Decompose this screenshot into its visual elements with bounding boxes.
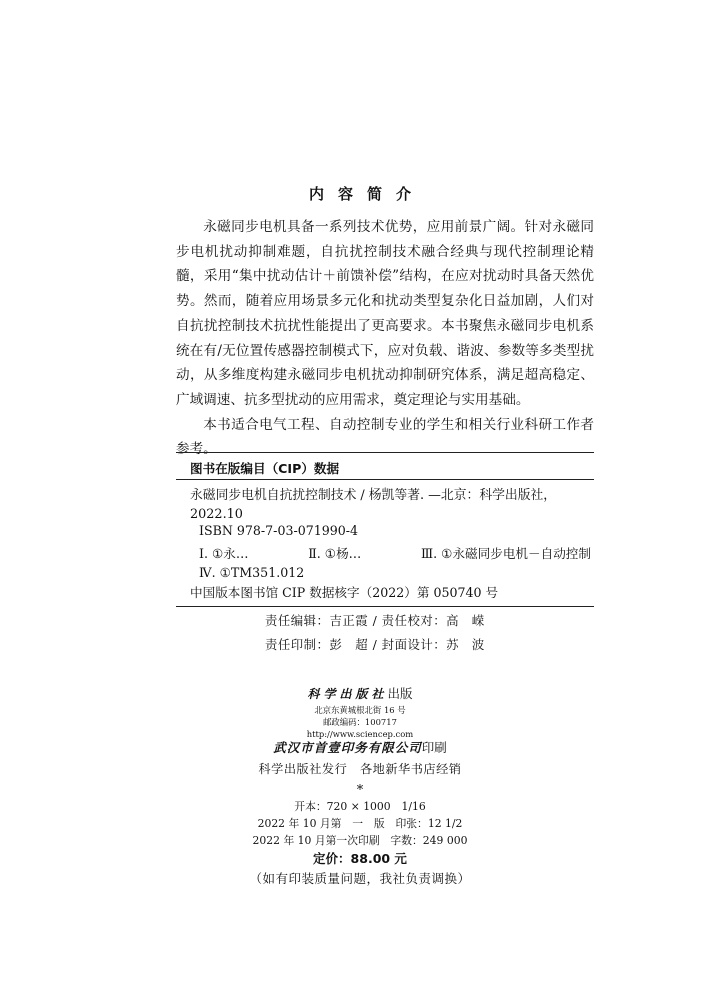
publisher-postcode: 邮政编码：100717 [323, 717, 397, 727]
intro-paragraph-1: 永磁同步电机具备一系列技术优势，应用前景广阔。针对永磁同步电机扰动抑制难题，自抗扰控制技术融合经典与现代控制理论精髓，采用“集中扰动估计＋前馈补偿”结构，在应对扰动时具备天然优势。然而，随着应用场景多元化和扰动类型复杂化日益加剧，人们对自抗扰控制技术抗扰性能提出了更高要求。本书聚焦永磁同步电机系统在有/无位置传感器控制模式下，应对负载、谐波、参数等多类型扰动，从多维度构建永磁同步电机扰动抑制研究体系，满足超高稳定、广域调速、抗多型扰动的应用需求，奠定理论与实用基础。 [176, 219, 594, 408]
publisher-suffix: 出版 [387, 686, 413, 701]
cip-heading-rule [176, 479, 594, 480]
publisher-address: 北京东黄城根北街 16 号 [314, 705, 406, 715]
format-line: 开本：720 × 1000 1/16 [294, 800, 426, 813]
separator-star: * [356, 783, 364, 798]
intro-paragraph-2: 本书适合电气工程、自动控制专业的学生和相关行业科研工作者参考。 [176, 416, 594, 458]
cip-bottom-rule [176, 606, 594, 607]
publisher-line [0, 684, 720, 702]
cip-heading: 图书在版编目（CIP）数据 [190, 461, 340, 476]
edition-line: 2022 年 10 月第 一 版 印张：12 1/2 [257, 817, 463, 830]
cip-record-number: 中国版本图书馆 CIP 数据核字（2022）第 050740 号 [190, 585, 499, 600]
printer-seal: 武汉市首壹印务有限公司 [273, 740, 422, 755]
intro-title: 内容简介 [308, 185, 425, 203]
quality-note: （如有印装质量问题，我社负责调换） [249, 871, 471, 886]
printer-line [0, 738, 720, 756]
publisher-seal: 科学出版社 [307, 687, 388, 701]
printer-suffix: 印刷 [421, 740, 447, 755]
credits-line-1: 责任编辑：吉正霞 / 责任校对：高 嵘 [265, 613, 485, 628]
price: 定价：88.00 元 [313, 851, 407, 866]
distribution-line: 科学出版社发行 各地新华书店经销 [258, 762, 462, 776]
publisher-website: http://www.sciencep.com [306, 729, 414, 739]
intro-body [176, 215, 594, 462]
cip-top-rule [176, 452, 594, 453]
printing-line: 2022 年 10 月第一次印刷 字数：249 000 [252, 834, 468, 847]
cip-isbn: ISBN 978-7-03-071990-4 [199, 523, 359, 538]
cip-class-line-2: Ⅳ. ①TM351.012 [199, 565, 305, 580]
cip-class-item: Ⅱ. ①杨… [308, 546, 362, 561]
cip-entry: 永磁同步电机自抗扰控制技术 / 杨凯等著. —北京：科学出版社，2022.10 [190, 488, 557, 522]
cip-class-item: Ⅲ. ①永磁同步电机－自动控制 [421, 546, 591, 561]
credits-line-2: 责任印制：彭 超 / 封面设计：苏 波 [265, 637, 485, 652]
cip-classification [199, 544, 591, 582]
credits [265, 611, 485, 655]
cip-class-item: Ⅰ. ①永… [199, 546, 249, 561]
